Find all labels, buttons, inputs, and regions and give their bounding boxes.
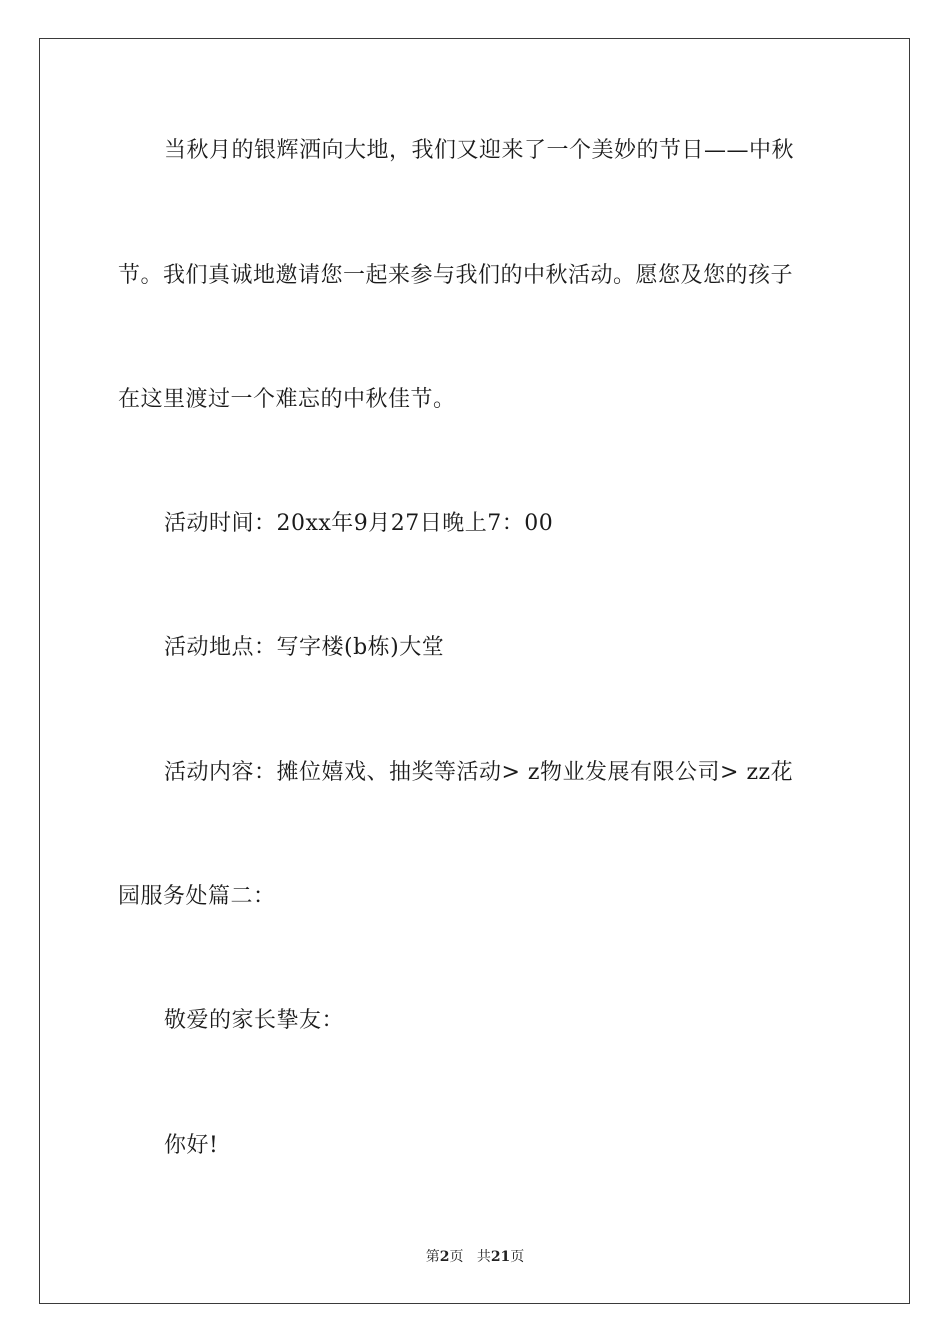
salutation: 敬爱的家长挚友： [164,1008,345,1033]
greeting: 你好! [164,1133,219,1158]
total-prefix: 共 [476,1249,491,1265]
event-content-continued: 园服务处篇二： [118,884,276,909]
page-prefix: 第 [425,1249,440,1265]
page-number: 2 [439,1249,450,1265]
event-content: 活动内容：摊位嬉戏、抽奖等活动> z物业发展有限公司> zz花 [164,760,794,785]
total-suffix: 页 [510,1249,525,1265]
paragraph-line-2: 节。我们真诚地邀请您一起来参与我们的中秋活动。愿您及您的孩子 [118,263,794,288]
page-border [39,38,910,1304]
total-pages: 21 [490,1249,511,1265]
page-footer [0,1247,950,1267]
paragraph-line-3: 在这里渡过一个难忘的中秋佳节。 [118,387,456,412]
page-suffix: 页 [449,1249,464,1265]
event-time: 活动时间：20xx年9月27日晚上7：00 [164,511,554,536]
paragraph-line-1: 当秋月的银辉洒向大地，我们又迎来了一个美妙的节日——中秋 [164,138,795,163]
event-location: 活动地点：写字楼(b栋)大堂 [164,635,445,660]
